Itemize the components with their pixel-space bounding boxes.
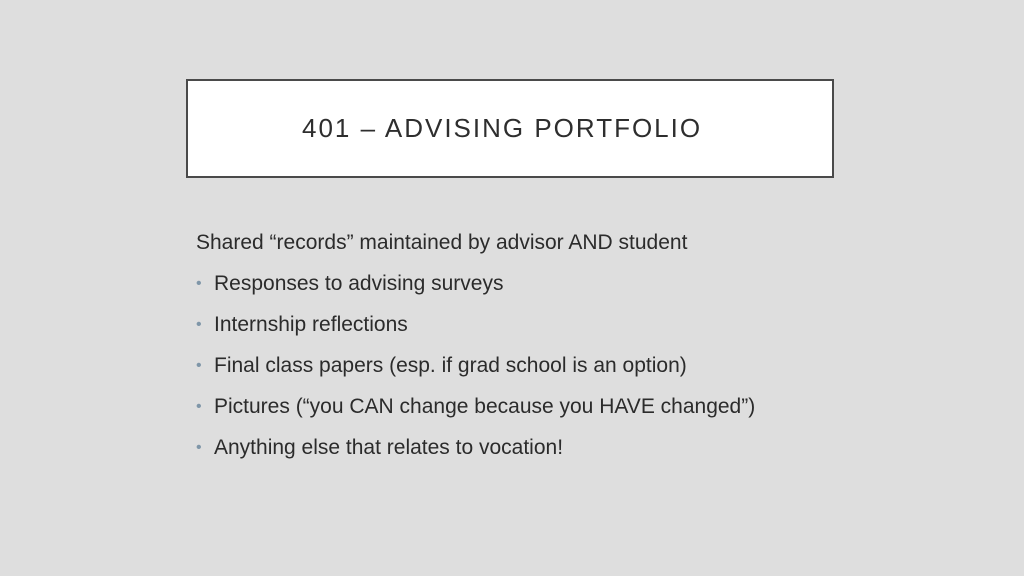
bullet-icon: • [196, 316, 202, 333]
bullet-item [196, 308, 896, 349]
bullet-icon: • [196, 275, 202, 292]
slide-content [196, 226, 896, 472]
bullet-item [196, 431, 896, 472]
lead-text: Shared “records” maintained by advisor AND student [196, 231, 688, 254]
bullet-text: Responses to advising surveys [214, 272, 504, 295]
bullet-text: Final class papers (esp. if grad school is an option) [214, 354, 687, 377]
bullet-text: Anything else that relates to vocation! [214, 436, 564, 459]
bullet-item [196, 267, 896, 308]
bullet-text: Pictures (“you CAN change because you HAVE changed”) [214, 395, 756, 418]
bullet-text: Internship reflections [214, 313, 408, 336]
bullet-icon: • [196, 398, 202, 415]
bullet-item [196, 349, 896, 390]
bullet-icon: • [196, 439, 202, 456]
slide-title: 401 – ADVISING PORTFOLIO [302, 113, 703, 143]
bullet-list [196, 267, 896, 472]
bullet-item [196, 390, 896, 431]
bullet-icon: • [196, 357, 202, 374]
title-box [186, 79, 834, 178]
